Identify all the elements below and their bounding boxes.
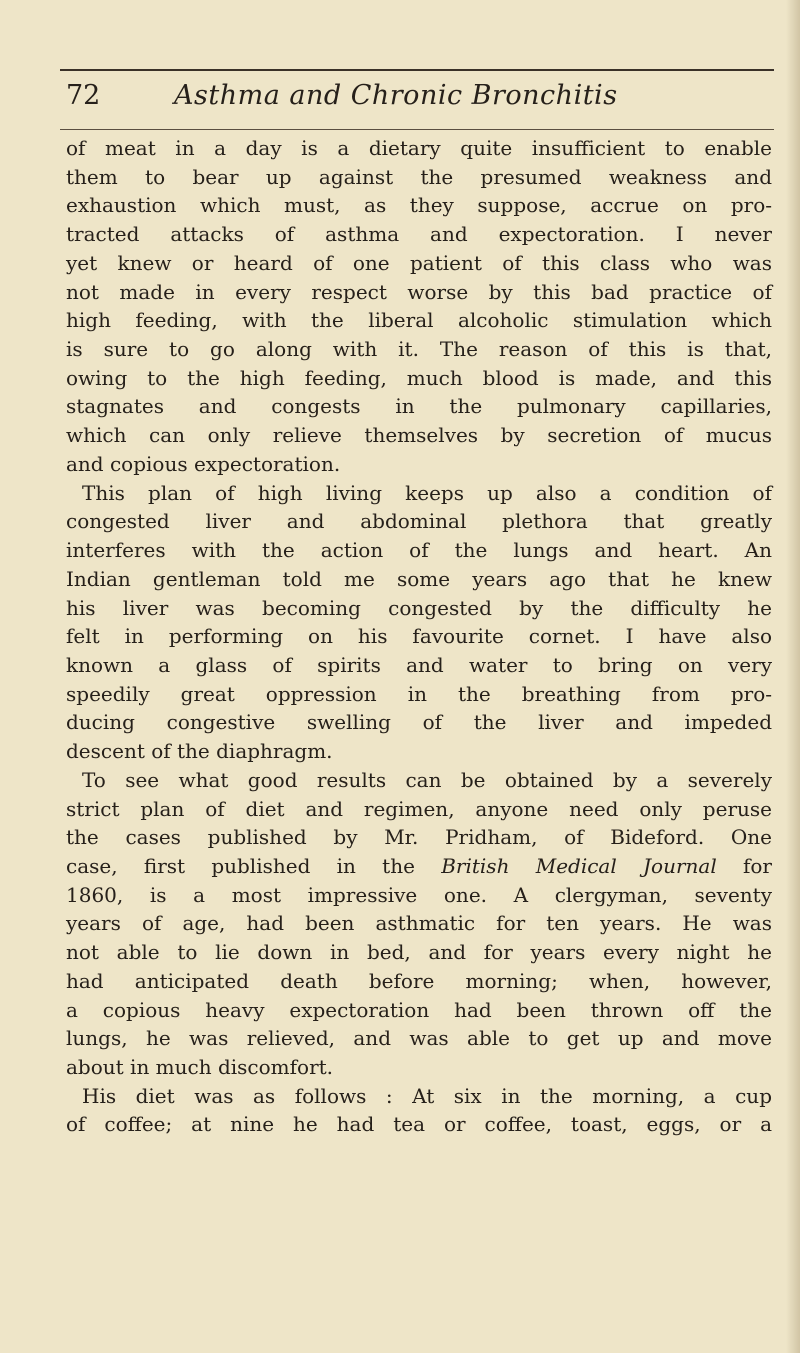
page-number: 72: [66, 80, 101, 111]
text-line: of meat in a day is a dietary quite insufficient to enable: [66, 136, 772, 160]
text-line: speedily great oppression in the breathing from pro-: [66, 681, 772, 706]
text-line: is sure to go along with it. The reason of this is that,: [66, 337, 772, 362]
text-line: which can only relieve themselves by secretion of mucus: [66, 423, 772, 448]
text-line: a copious heavy expectoration had been thrown off the: [66, 997, 772, 1022]
text-line: not made in every respect worse by this bad practice of: [66, 279, 772, 304]
text-line: and copious expectoration.: [66, 451, 341, 476]
text-line: owing to the high feeding, much blood is made, and this: [66, 365, 772, 390]
text-line: descent of the diaphragm.: [66, 739, 333, 764]
text-line: had anticipated death before morning; when, however,: [66, 968, 772, 993]
text-line: years of age, had been asthmatic for ten years. He was: [66, 911, 772, 936]
text-line: Indian gentleman told me some years ago that he knew: [66, 566, 772, 591]
text-line: known a glass of spirits and water to bring on very: [66, 652, 772, 677]
header-bottom-rule: [60, 129, 774, 130]
text-line: high feeding, with the liberal alcoholic stimulation which: [66, 308, 772, 333]
journal-title: British Medical Journal: [441, 853, 717, 878]
running-title: Asthma and Chronic Bronchitis: [174, 80, 618, 111]
text-line: of coffee; at nine he had tea or coffee, toast, eggs, or a: [66, 1112, 772, 1137]
text-line: exhaustion which must, as they suppose, accrue on pro-: [66, 193, 772, 218]
text-line: lungs, he was relieved, and was able to get up and move: [66, 1026, 772, 1051]
text-line: This plan of high living keeps up also a condition of: [82, 480, 772, 505]
text-line: tracted attacks of asthma and expectoration. I never: [66, 222, 772, 247]
text-line: His diet was as follows : At six in the morning, a cup: [82, 1083, 772, 1108]
text-line: the cases published by Mr. Pridham, of Bideford. One: [66, 825, 772, 850]
line-text-before-journal: case, first published in the: [66, 853, 442, 878]
body-text: [66, 134, 772, 1139]
text-line: his liver was becoming congested by the difficulty he: [66, 595, 772, 620]
text-line: stagnates and congests in the pulmonary capillaries,: [66, 394, 772, 419]
header-top-rule: [60, 69, 774, 71]
running-head: [62, 76, 776, 116]
text-line: congested liver and abdominal plethora that greatly: [66, 509, 772, 534]
line-text-after-journal: for: [716, 853, 772, 878]
text-line: interferes with the action of the lungs and heart. An: [66, 538, 772, 563]
text-line: them to bear up against the presumed weakness and: [66, 164, 772, 189]
text-line: strict plan of diet and regimen, anyone need only peruse: [66, 796, 772, 821]
text-line-with-journal-title: [66, 852, 772, 881]
text-line: not able to lie down in bed, and for years every night he: [66, 940, 772, 965]
text-line: yet knew or heard of one patient of this class who was: [66, 250, 772, 275]
text-line: about in much discomfort.: [66, 1055, 334, 1079]
text-line: ducing congestive swelling of the liver and impeded: [66, 710, 772, 735]
text-line: 1860, is a most impressive one. A clergyman, seventy: [66, 882, 772, 907]
text-line: felt in performing on his favourite cornet. I have also: [66, 624, 772, 649]
page-edge-shadow: [786, 0, 800, 1353]
text-line: To see what good results can be obtained by a severely: [82, 767, 772, 792]
